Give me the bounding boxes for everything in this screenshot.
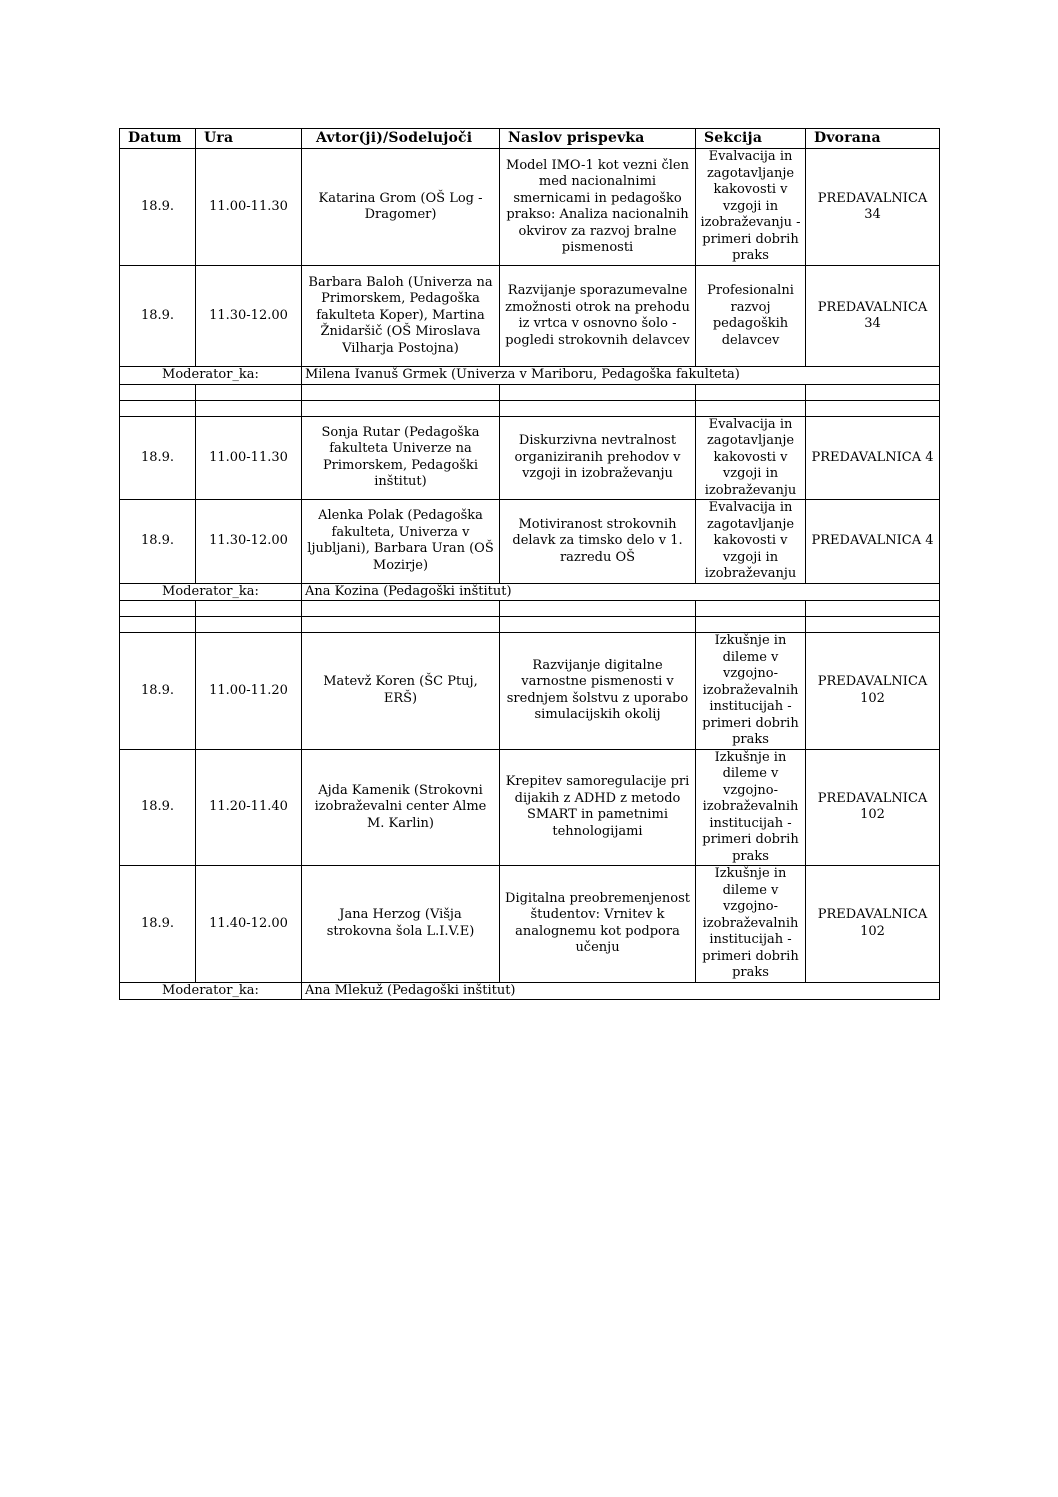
- cell-dvorana: PREDAVALNICA 102: [806, 749, 940, 866]
- cell-sekcija: Izkušnje in dileme v vzgojno-izobraževalnih institucijah - primeri dobrih praks: [696, 633, 806, 750]
- cell-sekcija: Evalvacija in zagotavljanje kakovosti v vzgoji in izobraževanju: [696, 416, 806, 500]
- table-row: [120, 633, 940, 750]
- header-ura: Ura: [196, 129, 302, 149]
- cell-datum: 18.9.: [120, 266, 196, 367]
- table-row: [120, 500, 940, 584]
- moderator-label: Moderator_ka:: [120, 982, 302, 1000]
- cell-naslov: Model IMO-1 kot vezni člen med nacionalnimi smernicami in pedagoško prakso: Analiza nacionalnih okvirov za razvoj bralne pismenosti: [500, 149, 696, 266]
- table-row: [120, 149, 940, 266]
- schedule-table: [119, 128, 940, 1000]
- table-row: [120, 416, 940, 500]
- moderator-label: Moderator_ka:: [120, 367, 302, 385]
- cell-dvorana: PREDAVALNICA 4: [806, 500, 940, 584]
- spacer-row: [120, 617, 940, 633]
- cell-naslov: Motiviranost strokovnih delavk za timsko delo v 1. razredu OŠ: [500, 500, 696, 584]
- cell-datum: 18.9.: [120, 749, 196, 866]
- table-row: [120, 749, 940, 866]
- cell-avtor: Katarina Grom (OŠ Log - Dragomer): [302, 149, 500, 266]
- cell-dvorana: PREDAVALNICA 102: [806, 633, 940, 750]
- cell-avtor: Barbara Baloh (Univerza na Primorskem, Pedagoška fakulteta Koper), Martina Žnidaršič (OŠ Miroslava Vilharja Postojna): [302, 266, 500, 367]
- moderator-name: Ana Mlekuž (Pedagoški inštitut): [302, 982, 940, 1000]
- spacer-row: [120, 384, 940, 400]
- table-row: [120, 266, 940, 367]
- cell-dvorana: PREDAVALNICA 4: [806, 416, 940, 500]
- moderator-name: Milena Ivanuš Grmek (Univerza v Mariboru, Pedagoška fakulteta): [302, 367, 940, 385]
- cell-dvorana: PREDAVALNICA 102: [806, 866, 940, 983]
- cell-sekcija: Evalvacija in zagotavljanje kakovosti v vzgoji in izobraževanju: [696, 500, 806, 584]
- header-datum: Datum: [120, 129, 196, 149]
- moderator-name: Ana Kozina (Pedagoški inštitut): [302, 583, 940, 601]
- cell-avtor: Jana Herzog (Višja strokovna šola L.I.V.E): [302, 866, 500, 983]
- cell-naslov: Razvijanje digitalne varnostne pismenosti v srednjem šolstvu z uporabo simulacijskih okolij: [500, 633, 696, 750]
- cell-ura: 11.20-11.40: [196, 749, 302, 866]
- moderator-label: Moderator_ka:: [120, 583, 302, 601]
- cell-datum: 18.9.: [120, 866, 196, 983]
- header-row: [120, 129, 940, 149]
- cell-ura: 11.30-12.00: [196, 266, 302, 367]
- moderator-row: [120, 367, 940, 385]
- cell-naslov: Krepitev samoregulacije pri dijakih z ADHD z metodo SMART in pametnimi tehnologijami: [500, 749, 696, 866]
- cell-naslov: Digitalna preobremenjenost študentov: Vrnitev k analognemu kot podpora učenju: [500, 866, 696, 983]
- cell-ura: 11.00-11.20: [196, 633, 302, 750]
- cell-ura: 11.00-11.30: [196, 149, 302, 266]
- spacer-row: [120, 601, 940, 617]
- cell-naslov: Diskurzivna nevtralnost organiziranih prehodov v vzgoji in izobraževanju: [500, 416, 696, 500]
- table-row: [120, 866, 940, 983]
- cell-avtor: Ajda Kamenik (Strokovni izobraževalni center Alme M. Karlin): [302, 749, 500, 866]
- moderator-row: [120, 583, 940, 601]
- cell-avtor: Sonja Rutar (Pedagoška fakulteta Univerze na Primorskem, Pedagoški inštitut): [302, 416, 500, 500]
- cell-datum: 18.9.: [120, 149, 196, 266]
- header-sekcija: Sekcija: [696, 129, 806, 149]
- cell-sekcija: Izkušnje in dileme v vzgojno-izobraževalnih institucijah - primeri dobrih praks: [696, 749, 806, 866]
- cell-dvorana: PREDAVALNICA 34: [806, 149, 940, 266]
- header-dvorana: Dvorana: [806, 129, 940, 149]
- cell-sekcija: Evalvacija in zagotavljanje kakovosti v vzgoji in izobraževanju - primeri dobrih praks: [696, 149, 806, 266]
- cell-ura: 11.00-11.30: [196, 416, 302, 500]
- moderator-row: [120, 982, 940, 1000]
- cell-datum: 18.9.: [120, 633, 196, 750]
- cell-avtor: Alenka Polak (Pedagoška fakulteta, Univerza v ljubljani), Barbara Uran (OŠ Mozirje): [302, 500, 500, 584]
- cell-ura: 11.30-12.00: [196, 500, 302, 584]
- header-naslov: Naslov prispevka: [500, 129, 696, 149]
- cell-avtor: Matevž Koren (ŠC Ptuj, ERŠ): [302, 633, 500, 750]
- cell-datum: 18.9.: [120, 500, 196, 584]
- cell-naslov: Razvijanje sporazumevalne zmožnosti otrok na prehodu iz vrtca v osnovno šolo - pogledi strokovnih delavcev: [500, 266, 696, 367]
- cell-ura: 11.40-12.00: [196, 866, 302, 983]
- cell-sekcija: Profesionalni razvoj pedagoških delavcev: [696, 266, 806, 367]
- spacer-row: [120, 400, 940, 416]
- cell-datum: 18.9.: [120, 416, 196, 500]
- cell-dvorana: PREDAVALNICA 34: [806, 266, 940, 367]
- cell-sekcija: Izkušnje in dileme v vzgojno-izobraževalnih institucijah - primeri dobrih praks: [696, 866, 806, 983]
- header-avtor: Avtor(ji)/Sodelujoči: [302, 129, 500, 149]
